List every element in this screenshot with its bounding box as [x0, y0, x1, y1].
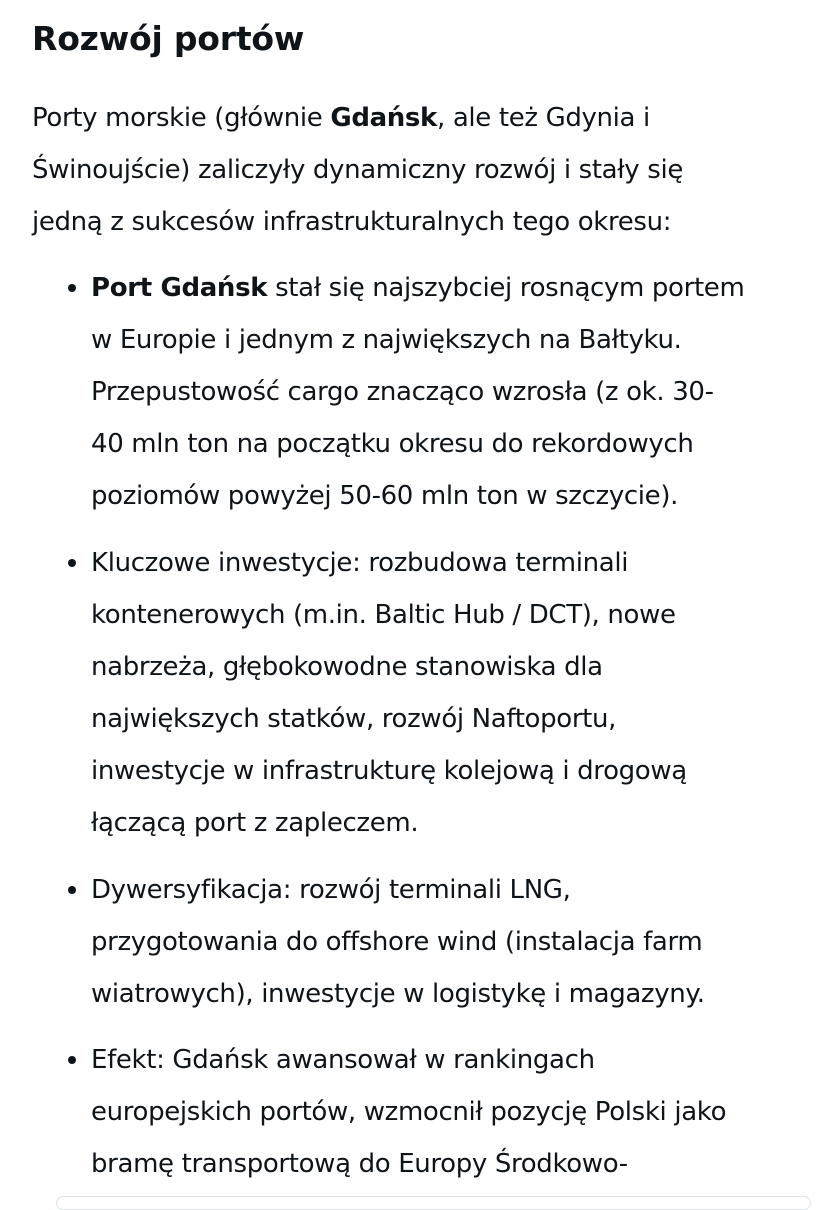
intro-line-3: jedną z sukcesów infrastrukturalnych tego okresu:: [32, 207, 672, 237]
intro-text: Porty morskie (głównie: [32, 103, 331, 133]
intro-bold-gdansk: Gdańsk: [330, 103, 438, 133]
bullet-dot: [68, 559, 76, 567]
list-item-line: [91, 262, 811, 314]
section-heading: Rozwój portów: [32, 19, 305, 58]
list-item-line: bramę transportową do Europy Środkowo-: [91, 1149, 628, 1179]
intro-paragraph: [32, 92, 812, 248]
list-item-text: [91, 537, 811, 849]
list-item-line: poziomów powyżej 50-60 mln ton w szczycie).: [91, 481, 679, 511]
list-item-line: nabrzeża, głębokowodne stanowiska dla: [91, 652, 603, 682]
bold-port-gdansk: Port Gdańsk: [91, 273, 268, 303]
intro-text: , ale też Gdynia i: [437, 103, 650, 133]
bullet-dot: [68, 886, 76, 894]
list-item-line: wiatrowych), inwestycje w logistykę i magazyny.: [91, 979, 705, 1009]
list-item-line: w Europie i jednym z największych na Bałtyku.: [91, 325, 682, 355]
list-item-line: Przepustowość cargo znacząco wzrosła (z ok. 30-: [91, 377, 714, 407]
bullet-dot: [68, 284, 76, 292]
list-item-line: łączącą port z zapleczem.: [91, 808, 419, 838]
list-item-text-run: stał się najszybciej rosnącym portem: [267, 273, 745, 303]
list-item-text: [91, 262, 811, 522]
next-card-edge: [56, 1196, 811, 1210]
bullet-dot: [68, 1056, 76, 1064]
list-item-text: [91, 1034, 811, 1190]
list-item-line: 40 mln ton na początku okresu do rekordowych: [91, 429, 694, 459]
list-item-line: inwestycje w infrastrukturę kolejową i drogową: [91, 756, 687, 786]
list-item-line: przygotowania do offshore wind (instalacja farm: [91, 927, 703, 957]
intro-line-2: Świnoujście) zaliczyły dynamiczny rozwój i stały się: [32, 155, 683, 185]
list-item-line: Dywersyfikacja: rozwój terminali LNG,: [91, 875, 571, 905]
list-item-line: Kluczowe inwestycje: rozbudowa terminali: [91, 548, 629, 578]
intro-line-1: [32, 92, 812, 144]
list-item-line: największych statków, rozwój Naftoportu,: [91, 704, 617, 734]
list-item-text: [91, 864, 811, 1020]
list-item-line: kontenerowych (m.in. Baltic Hub / DCT), nowe: [91, 600, 676, 630]
list-item-line: europejskich portów, wzmocnił pozycję Polski jako: [91, 1097, 727, 1127]
list-item-line: Efekt: Gdańsk awansował w rankingach: [91, 1045, 595, 1075]
